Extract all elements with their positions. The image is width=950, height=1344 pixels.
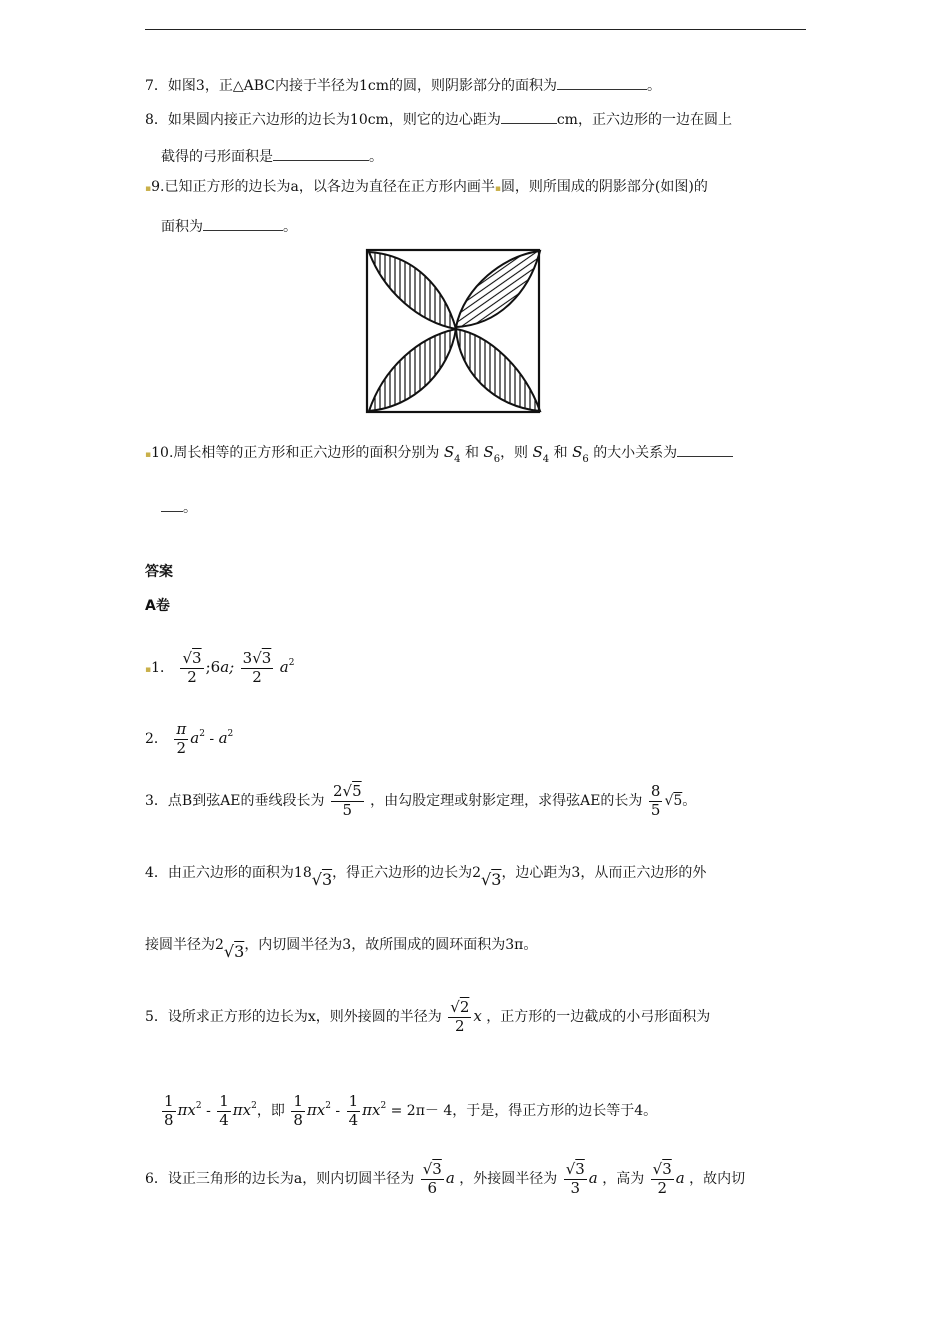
question-9-line2: 面积为 。 bbox=[161, 219, 297, 235]
leaf-bottom-right bbox=[456, 329, 540, 411]
question-9: ▪9.已知正方形的边长为a，以各边为直径在正方形内画半▪圆，则所围成的阴影部分(如图)的 bbox=[145, 179, 708, 195]
dot-mark: ▪ bbox=[145, 184, 152, 194]
answer-blank bbox=[203, 217, 283, 231]
answer-5-line2: $\frac{1}{8}$ $\pi x^2$ - $\frac{1}{4}$ $\pi x^2$，即 $\frac{1}{8}$ $\pi x^2$ - $\frac{1}{4}$ $\pi x^2 = 2\pi- 4$，于是，得正方形的边长等于4。 bbox=[164, 1092, 658, 1129]
question-8: 8．如果圆内接正六边形的边长为10cm，则它的边心距为 cm，正六边形的一边在圆上 bbox=[145, 112, 732, 128]
answer-blank bbox=[677, 443, 733, 457]
leaf-bottom-left bbox=[369, 329, 456, 411]
four-leaf-figure bbox=[364, 247, 544, 415]
answer-blank bbox=[273, 147, 369, 161]
section-a: A卷 bbox=[145, 598, 170, 614]
answer-1: ▪1． $\frac{√3}{2}$ ;6a; $\frac{3√3}{2}$ $a^2$ bbox=[145, 649, 295, 686]
question-8-line2: 截得的弓形面积是 。 bbox=[161, 149, 383, 165]
leaf-top-left bbox=[369, 252, 456, 329]
header-rule bbox=[145, 29, 806, 30]
answer-blank bbox=[161, 498, 183, 512]
answer-3: 3．点B到弦AE的垂线段长为 $\frac{2√5}{5}$ ，由勾股定理或射影定理，求得弦AE的长为 $\frac{8}{5}$ √5。 bbox=[145, 782, 697, 819]
leaf-top-right bbox=[456, 251, 540, 327]
question-10-line2: 。 bbox=[161, 498, 197, 517]
answer-5: 5．设所求正方形的边长为x，则外接圆的半径为 $\frac{√2}{2}$ x ，正方形的一边截成的小弓形面积为 bbox=[145, 998, 711, 1035]
answer-blank bbox=[557, 76, 647, 90]
answer-blank bbox=[501, 110, 557, 124]
dot-mark: ▪ bbox=[494, 184, 501, 194]
dot-mark: ▪ bbox=[145, 450, 152, 460]
answers-heading: 答案 bbox=[145, 564, 173, 580]
answer-2: 2． $\frac{\pi}{2}$ $a^2 - a^2$ bbox=[145, 720, 234, 757]
answer-4: 4．由正六边形的面积为18√3，得正六边形的边长为2√3，边心距为3，从而正六边形的外 bbox=[145, 865, 707, 889]
answer-6: 6．设正三角形的边长为a，则内切圆半径为 $\frac{√3}{6}$ a ，外接圆半径为 $\frac{√3}{3}$ a ，高为 $\frac{√3}{2}$ a ，故内切 bbox=[145, 1160, 746, 1197]
dot-mark: ▪ bbox=[145, 665, 152, 675]
question-7: 7．如图3，正△ABC内接于半径为1cm的圆，则阴影部分的面积为 。 bbox=[145, 78, 661, 94]
question-10: ▪10.周长相等的正方形和正六边形的面积分别为 $S_4$ 和 $S_6$，则 $S_4$ 和 $S_6$ 的大小关系为 bbox=[145, 439, 733, 473]
answer-4-line2: 接圆半径为2√3，内切圆半径为3，故所围成的圆环面积为3π。 bbox=[145, 937, 538, 961]
